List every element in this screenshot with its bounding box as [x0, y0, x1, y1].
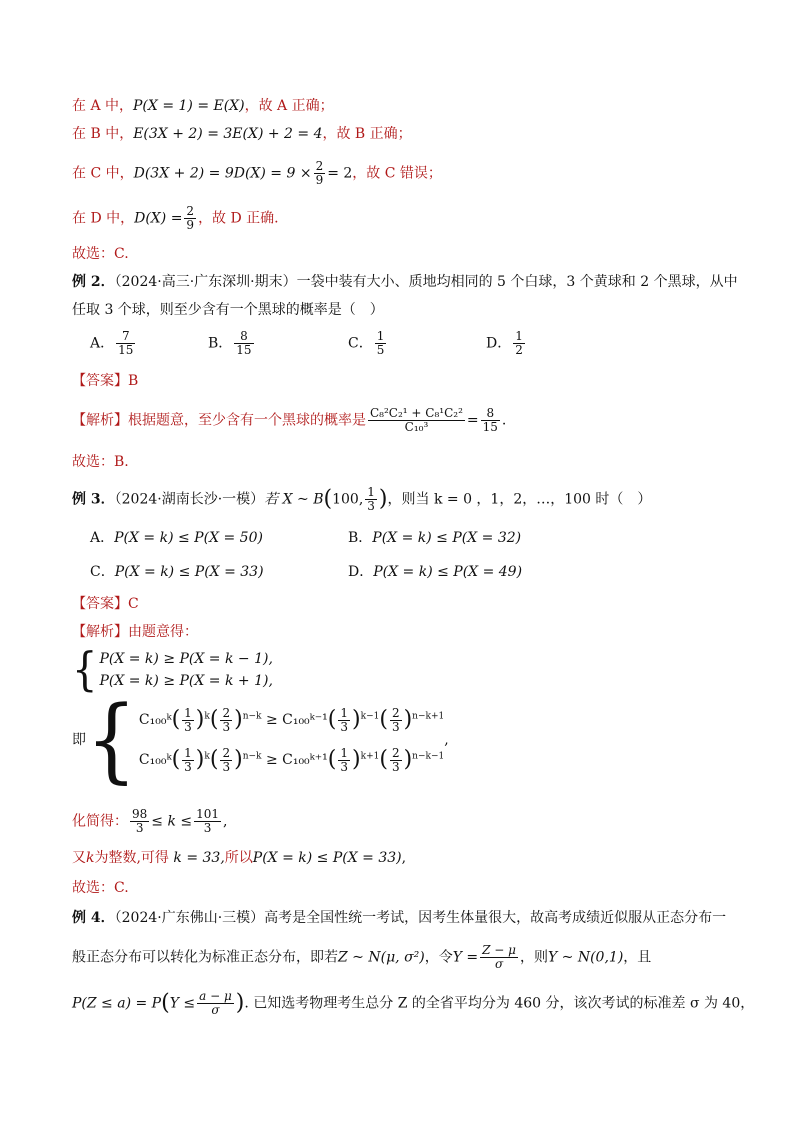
line-b-label: 在 B 中， — [72, 126, 134, 142]
line-c-frac: $\frac{2}{9}$ — [315, 159, 324, 187]
line-b-math: E(3X + 2) = 3E(X) + 2 = 4 — [133, 126, 323, 142]
choose-c-1: 故选：C. — [72, 246, 129, 262]
ex3-answer-value: C — [128, 596, 139, 612]
ex2-analysis-text: 根据题意，至少含有一个黑球的概率是 — [128, 412, 366, 429]
line-b — [72, 124, 412, 144]
ex3-system-2: 即{ C₁₀₀ᵏ( $\frac{1}{3}$ )$^k$( $\frac{2}{3}$ )$^{n-k}$ ≥ C₁₀₀ᵏ⁻¹( $\frac{1}{3}$ )$^{k-1}$( $\frac{2}{3}$ )$^{n-k+1}$ C₁₀₀ᵏ( $\frac{1}{3}$ )$^k$( $\frac{2}{3}$ )$^{n-k}$ ≥ C₁₀₀ᵏ⁺¹( $\frac{1}{3}$ )$^{k+1}$( $\frac{2}{3}$ )$^{n-k-1}$ , — [72, 685, 449, 793]
line-d-label: 在 D 中， — [72, 210, 135, 227]
line-c-tail: ，故 C 错误； — [352, 165, 442, 182]
ex2-analysis: 【解析】根据题意，至少含有一个黑球的概率是 $\frac{\text{C₈²C₂¹ + C₈¹C₂²}}{\text{C₁₀³}}$ = $\frac{8}{15}$ . — [72, 406, 507, 434]
ex2-option-b: B． $\frac{8}{15}$ — [208, 329, 252, 357]
ex3-label: 例 3． — [72, 491, 115, 508]
ex2-source: （2024·高三·广东深圳·期末） — [114, 274, 297, 290]
line-c — [72, 160, 442, 187]
ex4-source: （2024·广东佛山·三模） — [114, 910, 265, 926]
choose-c-2: 故选：C. — [72, 880, 129, 896]
ex2-label: 例 2． — [72, 274, 115, 290]
ex2-answer-tag: 【答案】 — [72, 373, 128, 389]
choose-b: 故选：B. — [72, 454, 129, 470]
ex4-line2: 般正态分布可以转化为标准正态分布，即若Z ~ N(μ, σ²)，令Y = $\frac{Z - \mu}{\sigma}$ ，则Y ~ N(0,1)，且 — [72, 943, 652, 971]
ex2-answer — [72, 371, 138, 391]
ex2-text1: 一袋中装有大小、质地均相同的 5 个白球，3 个黄球和 2 个黑球，从中 — [296, 274, 738, 290]
ex3-option-b: B．P(X = k) ≤ P(X = 32) — [348, 530, 522, 546]
ex3-option-c: C．P(X = k) ≤ P(X = 33) — [90, 564, 264, 580]
line-d-frac: $\frac{2}{9}$ — [186, 204, 195, 232]
ex3-ji: 即 — [72, 732, 86, 748]
line-c-math-pre: D(3X + 2) = 9D(X) = 9 × — [133, 165, 312, 182]
ex3-simplify-label: 化简得： — [72, 813, 128, 830]
line-c-math-post: = 2 — [327, 165, 353, 182]
ex2-option-a: A． $\frac{7}{15}$ — [90, 329, 134, 357]
sys1-row-a: P(X = k) ≥ P(X = k − 1), — [99, 651, 273, 667]
line-a-tail: ，故 A 正确； — [244, 98, 334, 114]
ex2-option-c: C． $\frac{1}{5}$ — [348, 329, 385, 357]
ex3-simplify: 化简得： $\frac{98}{3}$ ≤ k ≤ $\frac{101}{3}$ , — [72, 807, 228, 835]
brace-2: { — [86, 685, 137, 793]
line-a-label: 在 A 中， — [72, 98, 134, 114]
ex4-line3: P(Z ≤ a) = P(Y ≤ $\frac{a - \mu}{\sigma}$ ). 已知选考物理考生总分 Z 的全省平均分为 460 分，该次考试的标准差 σ 为 40， — [72, 989, 755, 1017]
ex4-label: 例 4． — [72, 910, 115, 926]
sys1-row-b: P(X = k) ≥ P(X = k + 1), — [99, 673, 273, 689]
ex3-analysis-text: 由题意得： — [128, 624, 198, 640]
line-b-tail: ，故 B 正确； — [322, 126, 412, 142]
ex2-answer-value: B — [128, 373, 139, 389]
sys2-row-b: C₁₀₀ᵏ( $\frac{1}{3}$ )$^k$( $\frac{2}{3}$ )$^{n-k}$ ≥ C₁₀₀ᵏ⁺¹( $\frac{1}{3}$ )$^{k+1}$( $\frac{2}{3}$ )$^{n-k-1}$ — [138, 745, 445, 774]
ex3-binom-frac: $\frac{1}{3}$ — [367, 485, 375, 513]
ex3-integer-line: 又k为整数,可得 k = 33,所以P(X = k) ≤ P(X = 33), — [72, 850, 407, 866]
ex2-analysis-result: $\frac{8}{15}$ — [482, 406, 498, 434]
ex2-analysis-tag: 【解析】 — [72, 412, 128, 429]
ex3-option-d: D．P(X = k) ≤ P(X = 49) — [348, 564, 523, 580]
ex3-answer-tag: 【答案】 — [72, 596, 128, 612]
ex3-analysis — [72, 622, 198, 642]
ex3-answer — [72, 594, 139, 614]
line-d-math: D(X) = — [134, 210, 183, 227]
ex3-source: （2024·湖南长沙·一模） — [114, 491, 265, 508]
ex2-option-d: D． $\frac{1}{2}$ — [486, 329, 523, 357]
ex3-text-pre: 若 X ~ B — [264, 491, 324, 508]
line-a-math: P(X = 1) = E(X) — [133, 98, 245, 114]
ex3-text-post: ，则当 k = 0 ，1，2，…，100 时（ ） — [387, 491, 652, 508]
ex4-line1 — [72, 908, 726, 928]
brace-1: { — [72, 643, 98, 697]
ex2-analysis-frac: $\frac{\text{C₈²C₂¹ + C₈¹C₂²}}{\text{C₁₀³}}$ — [370, 406, 463, 434]
line-c-label: 在 C 中， — [72, 165, 134, 182]
ex3-line1: 例 3．（2024·湖南长沙·一模）若 X ~ B(100, $\frac{1}{3}$ )，则当 k = 0 ，1，2，…，100 时（ ） — [72, 485, 652, 513]
ex2-line1 — [72, 272, 738, 292]
sys2-row-a: C₁₀₀ᵏ( $\frac{1}{3}$ )$^k$( $\frac{2}{3}$ )$^{n-k}$ ≥ C₁₀₀ᵏ⁻¹( $\frac{1}{3}$ )$^{k-1}$( $\frac{2}{3}$ )$^{n-k+1}$ — [138, 705, 445, 734]
line-d — [72, 205, 279, 232]
ex3-option-a: A．P(X = k) ≤ P(X = 50) — [90, 530, 263, 546]
ex3-analysis-tag: 【解析】 — [72, 624, 128, 640]
line-d-tail: ，故 D 正确. — [198, 210, 279, 227]
line-a — [72, 96, 334, 116]
ex2-line2: 任取 3 个球，则至少含有一个黑球的概率是（ ） — [72, 302, 384, 318]
ex4-text1: 高考是全国性统一考试，因考生体量很大，故高考成绩近似服从正态分布一 — [264, 910, 727, 926]
